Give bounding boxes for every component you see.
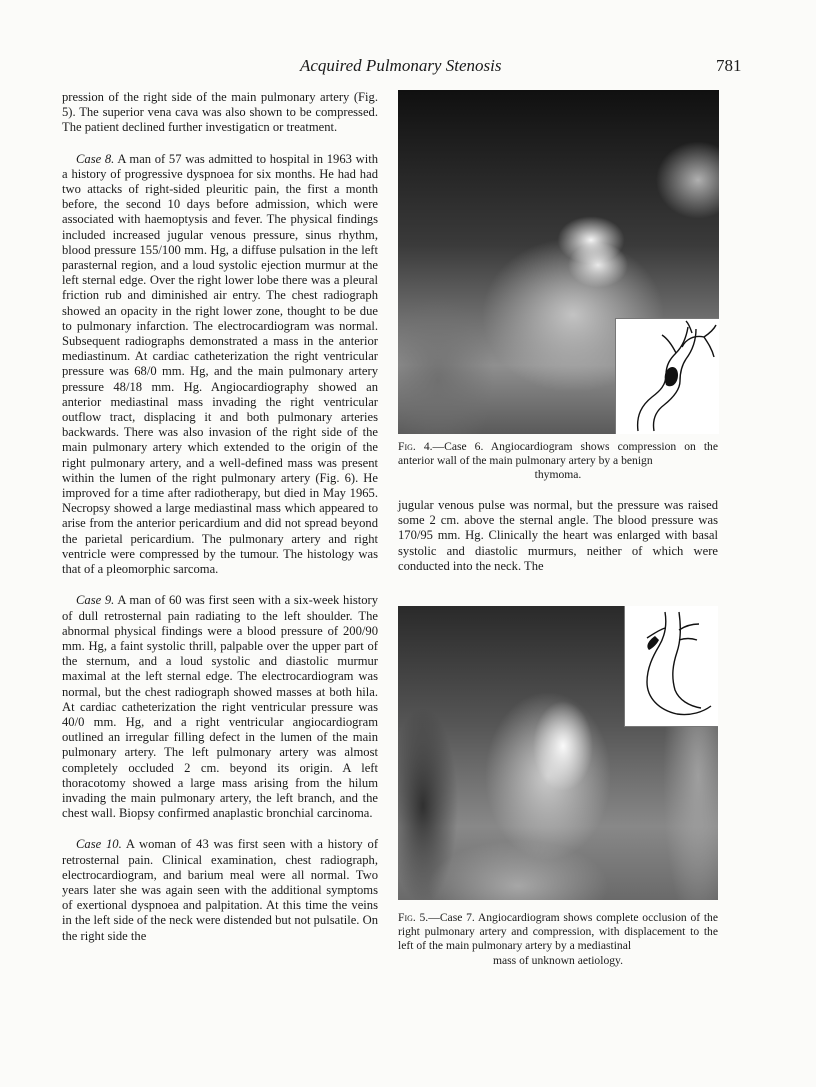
case-8-text: A man of 57 was admitted to hospital in 1963 with a history of progressive dyspnoea for six months. He had had two attacks of right-sided pleuritic pain, the first a month before, the second 10 days before admission, which were associated with haemoptysis and fever. The physical findings included increased jugular venous pressure, sinus rhythm, blood pressure 155/100 mm. Hg, a diffuse pulsation in the left parasternal region, and a loud systolic ejection murmur at the left sternal edge. Over the right lower lobe there was a pleural friction rub and diminished air entry. The chest radiograph showed an opacity in the right lower zone, thought to be due to pulmonary infarction. The electrocardiogram was normal. Subsequent radiographs demonstrated a mass in the anterior mediastinum. At cardiac catheterization the right ventricular pressure was 68/0 mm. Hg, and the main pulmonary artery pressure 48/18 mm. Hg. Angiocardiography showed an anterior mediastinal mass invading the right ventricular outflow tract, displacing it and both pulmonary arteries backwards. There was also invasion of the right side of the main pulmonary artery which extended to the origin of the right pulmonary artery, and a well-defined mass was present within the lumen of the right pulmonary artery (Fig. 6). He improved for a time after radiotherapy, but died in May 1965. Necropsy showed a large mediastinal mass which appeared to arise from the anterior pericardium and did not spread beyond the parietal pericardium. The pulmonary artery and right ventricle were compressed by the tumour. The histology was that of a pleomorphic sarcoma.: [62, 151, 379, 577]
case-10-paragraph: [62, 837, 378, 943]
figure-4-angiocardiogram: [398, 90, 719, 434]
figure-4-caption-last-line: thymoma.: [534, 468, 582, 482]
continuation-paragraph: pression of the right side of the main pulmonary artery (Fig. 5). The superior vena cava was also shown to be compressed. The patient declined further investigaticn or treatment.: [62, 90, 378, 135]
right-column-text: [398, 498, 718, 574]
figure-4-caption-label: Fig. 4.: [398, 440, 433, 453]
case-8-label: Case 8.: [76, 151, 115, 166]
left-column: [62, 90, 378, 944]
figure-5-caption-text: —Case 7. Angiocardiogram shows complete occlusion of the right pulmonary artery and compression, with displacement to the left of the main pulmonary artery by a mediastinal: [398, 911, 718, 953]
case-10-continuation: jugular venous pulse was normal, but the pressure was raised some 2 cm. above the sternal angle. The blood pressure was 170/95 mm. Hg. Clinically the heart was enlarged with basal systolic and diastolic murmurs, neither of which were conducted into the neck. The: [398, 498, 718, 573]
figure-4-caption: [398, 440, 718, 483]
page-number: 781: [716, 56, 742, 75]
case-8-paragraph: [62, 152, 378, 578]
figure-4-caption-text: —Case 6. Angiocardiogram shows compression on the anterior wall of the main pulmonary artery by a benign: [398, 440, 718, 468]
figure-5-caption-last-line: mass of unknown aetiology.: [493, 953, 623, 967]
case-9-paragraph: [62, 593, 378, 821]
figure-5-inset-diagram: [624, 606, 718, 727]
case-10-label: Case 10.: [76, 837, 122, 852]
figure-4-inset-diagram: [615, 318, 719, 434]
case-10-text: A woman of 43 was first seen with a history of retrosternal pain. Clinical examination, chest radiograph, electrocardiogram, and barium meal were all normal. Two years later she was again seen with the additional symptoms of exertional dyspnoea and palpitation. At this time the veins in the left side of the neck were distended but not pulsatile. On the right side the: [62, 837, 379, 943]
running-title: Acquired Pulmonary Stenosis: [300, 56, 502, 75]
figure-5-inset-sketch: [625, 606, 718, 726]
case-9-text: A man of 60 was first seen with a six-week history of dull retrosternal pain radiating to the left shoulder. The abnormal physical findings were a blood pressure of 200/90 mm. Hg, a faint systolic thrill, palpable over the upper part of the sternum, and a loud systolic and diastolic murmur maximal at the left sternal edge. The electrocardiogram was normal, but the chest radiograph showed masses at both hila. At cardiac catheterization the right ventricular pressure was 40/0 mm. Hg, and a right ventricular angiocardiogram outlined an irregular filling defect in the lumen of the main pulmonary artery. The left pulmonary artery was almost completely occluded 2 cm. beyond its origin. A left thoracotomy showed a large mass arising from the hilum invading the main pulmonary artery, the left branch, and the chest wall. Biopsy confirmed anaplastic bronchial carcinoma.: [62, 593, 379, 821]
figure-5-caption-label: Fig. 5.: [398, 911, 429, 924]
figure-5-angiocardiogram: [398, 606, 718, 900]
case-9-label: Case 9.: [76, 593, 115, 608]
figure-5-caption: [398, 911, 718, 968]
figure-4-inset-sketch: [616, 319, 719, 434]
